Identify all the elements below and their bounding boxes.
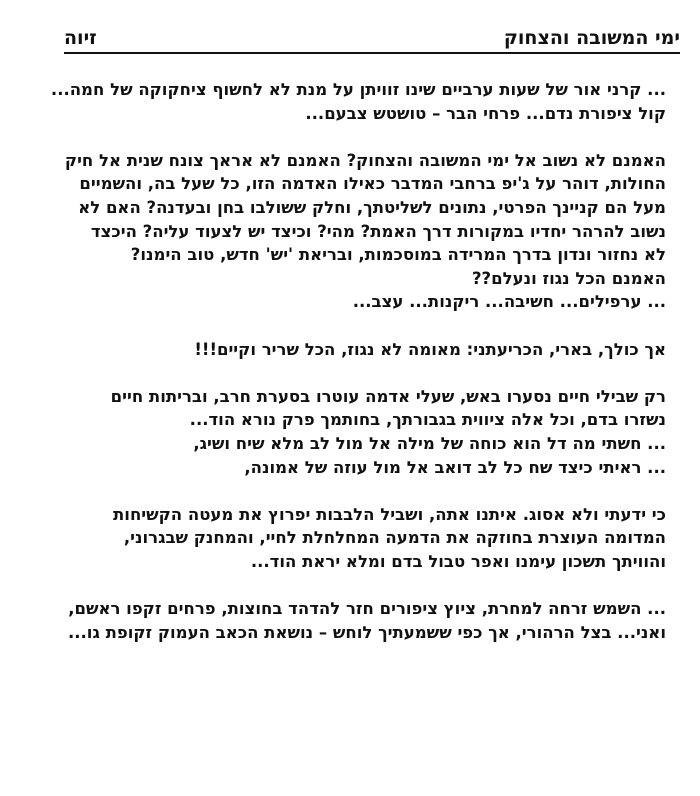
page-header <box>64 26 680 54</box>
text-line: המדומה העוצרת בחוזקה את הדמעה המחלחלת לחיי, והמחנק שבגרוני, <box>123 528 666 548</box>
text-line: ... ערפילים... חשיבה... ריקנות... עצב... <box>352 292 666 312</box>
text-line: ... השמש זרחה למחרת, ציוץ ציפורים חזר להדהד בחוצות, פרחים זקפו ראשם, <box>68 599 666 619</box>
text-line: כי ידעתי ולא אסוג. איתנו אתה, ושביל הלבבות יפרוץ את מעטה הקשיחות <box>113 504 666 524</box>
text-line: החולות, דוהר על ג'יפ ברחבי המדבר כאילו האדמה הזו, כל שעל בה, והשמיים <box>79 174 666 194</box>
text-line: נשזרו בדם, וכל אלה ציווית בגבורתך, בחותמך פרק נורא הוד... <box>189 410 666 430</box>
paragraph-1 <box>26 78 666 125</box>
text-line: קול ציפורת נדם... פרחי הבר – טושטש צבעם... <box>305 103 666 123</box>
document-body <box>26 78 666 668</box>
text-line: האמנם לא נשוב אל ימי המשובה והצחוק? האמנם לא אראך צונח שנית אל חיק <box>64 150 666 170</box>
text-line: ... חשתי מה דל הוא כוחה של מילה אל מול לב מלא שיח ושיג, <box>193 433 666 453</box>
text-line: והוויתך תשכון עימנו ואפר טבול בדם ומלא יראת הוד... <box>250 551 666 571</box>
author-name: זיוה <box>64 27 97 49</box>
paragraph-3 <box>26 338 666 362</box>
paragraph-6 <box>26 597 666 644</box>
text-line: ואני... בצל הרהורי, אך כפי ששמעתיך לוחש – נושאת הכאב העמוק זקופת גו... <box>67 622 666 642</box>
text-line: ... ראיתי כיצד שח כל לב דואב אל מול עוזה של אמונה, <box>244 457 666 477</box>
paragraph-2 <box>26 149 666 314</box>
paragraph-5 <box>26 503 666 574</box>
text-line: ... קרני אור של שעות ערביים שינו זוויתן על מנת לא לחשוף ציחקוקה של חמה... <box>50 80 666 99</box>
text-line: מעל הם קניינך הפרטי, נתונים לשליטתך, וחלק ששולבו בחן ובעדנה? האם לא <box>78 197 666 217</box>
document-title: ימי המשובה והצחוק <box>503 27 680 49</box>
text-line: האמנם הכל נגוז ונעלם?? <box>471 268 666 288</box>
text-line: רק שבילי חיים נסערו באש, שעלי אדמה עוטרו בסערת חרב, ובריתות חיים <box>110 386 666 406</box>
text-line: נשוב להרהר יחדיו במקורות דרך האמת? מהי? וכיצד יש לצעוד עליה? היכצד <box>90 221 666 241</box>
text-line: אך כולך, בארי, הכריעתני: מאומה לא נגוז, הכל שריר וקיים!!! <box>194 339 666 359</box>
text-line: לא נחזור ונדון בדרך המרידה במוסכמות, ובריאת 'יש' חדש, טוב הימנו? <box>130 245 666 265</box>
paragraph-4 <box>26 385 666 479</box>
